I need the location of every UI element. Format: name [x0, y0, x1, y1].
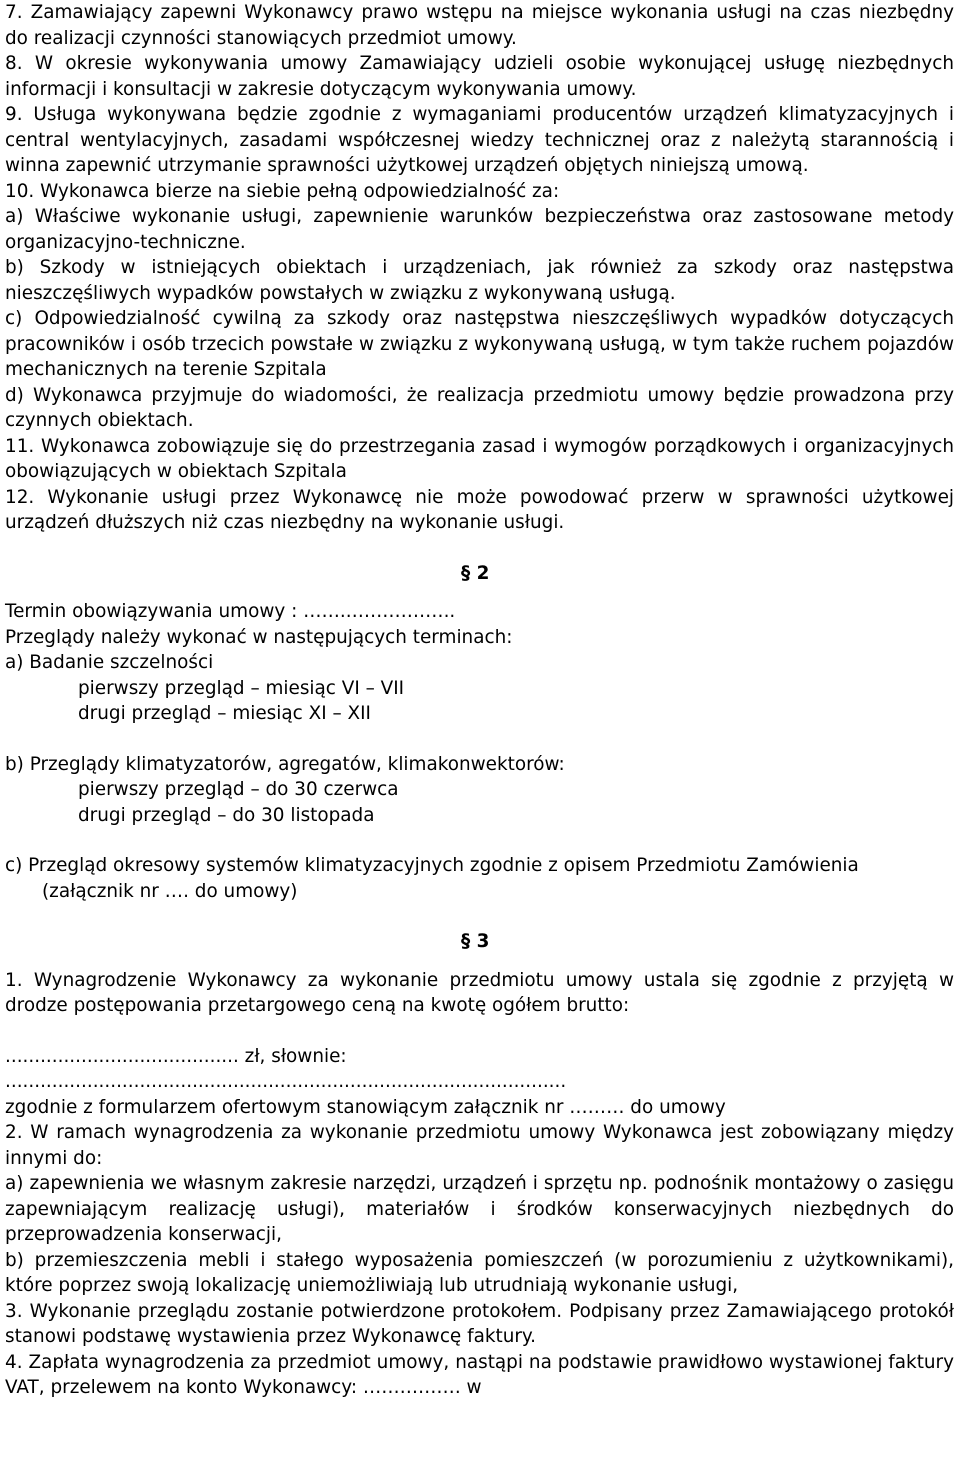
paragraph-7: 7. Zamawiający zapewni Wykonawcy prawo wstępu na miejsce wykonania usługi na czas niezbędny do realizacji czynności stanowiących przedmiot umowy. — [5, 2, 954, 49]
amount-line: ........................................ zł, słownie: — [5, 1045, 347, 1067]
inspection-b-title: b) Przeglądy klimatyzatorów, agregatów, klimakonwektorów: — [5, 753, 565, 775]
inspection-b-first: pierwszy przegląd – do 30 czerwca — [78, 779, 399, 800]
paragraph-8: 8. W okresie wykonywania umowy Zamawiający udzieli osobie wykonującej usługę niezbędnych informacji i konsultacji w zakresie dotyczącym wykonywania umowy. — [5, 53, 954, 100]
inspection-intro: Przeglądy należy wykonać w następujących terminach: — [5, 626, 513, 648]
paragraph-3-4: 4. Zapłata wynagrodzenia za przedmiot umowy, nastąpi na podstawie prawidłowo wystawionej faktury VAT, przelewem na konto Wykonawcy: ……………. w — [5, 1351, 954, 1398]
inspection-a-second: drugi przegląd – miesiąc XI – XII — [78, 703, 371, 724]
section-sign: § — [461, 562, 471, 584]
section-number: 2 — [476, 562, 490, 584]
section-sign: § — [461, 931, 471, 952]
paragraph-3-1: 1. Wynagrodzenie Wykonawcy za wykonanie przedmiotu umowy ustala się zgodnie z przyjętą w drodze postępowania przetargowego ceną na kwotę ogółem brutto: — [5, 969, 954, 1016]
spacer — [5, 904, 954, 929]
spacer — [5, 586, 954, 599]
section-number: 3 — [476, 931, 490, 952]
offer-form-line: zgodnie z formularzem ofertowym stanowiącym załącznik nr ……… do umowy — [5, 1096, 726, 1118]
section-2-heading — [5, 561, 954, 587]
paragraph-10: 10. Wykonawca bierze na siebie pełną odpowiedzialność za: — [5, 180, 560, 202]
section-3-heading — [5, 929, 954, 955]
spacer — [5, 955, 954, 968]
inspection-a-title: a) Badanie szczelności — [5, 652, 214, 673]
spacer — [5, 727, 954, 752]
paragraph-3-2b: b) przemieszczenia mebli i stałego wyposażenia pomieszczeń (w porozumieniu z użytkownikami), które poprzez swoją lokalizację uniemożliwiają lub utrudniają wykonanie usługi, — [5, 1249, 954, 1296]
inspection-b-second: drugi przegląd – do 30 listopada — [78, 804, 375, 826]
paragraph-10a: a) Właściwe wykonanie usługi, zapewnienie warunków bezpieczeństwa oraz zastosowane metody organizacyjno-techniczne. — [5, 206, 954, 253]
spacer — [5, 828, 954, 853]
paragraph-10d: d) Wykonawca przyjmuje do wiadomości, że realizacja przedmiotu umowy będzie prowadzona przy czynnych obiektach. — [5, 384, 954, 431]
paragraph-3-2a: a) zapewnienia we własnym zakresie narzędzi, urządzeń i sprzętu np. podnośnik montażowy o zasięgu zapewniającym realizację usługi), materiałów i środków konserwacyjnych niezbędnych do przeprowadzenia konserwacji, — [5, 1173, 954, 1245]
amount-words-line: ................................................................................................ — [5, 1071, 567, 1092]
paragraph-9: 9. Usługa wykonywana będzie zgodnie z wymaganiami producentów urządzeń klimatyzacyjnych i central wentylacyjnych, zasadami współczesnej wiedzy technicznej oraz z należytą starannością i winna zapewnić utrzymanie sprawności użytkowej urządzeń objętych niniejszą umową. — [5, 104, 954, 176]
paragraph-10c: c) Odpowiedzialność cywilną za szkody oraz następstwa nieszczęśliwych wypadków dotyczących pracowników i osób trzecich powstałe w związku z wykonywaną usługą, w tym także ruchem pojazdów mechanicznych na terenie Szpitala — [5, 308, 954, 380]
paragraph-10b: b) Szkody w istniejących obiektach i urządzeniach, jak również za szkody oraz następstwa nieszczęśliwych wypadków powstałych w związku z wykonywaną usługą. — [5, 257, 954, 304]
term-line: Termin obowiązywania umowy : ……..…………….. — [5, 601, 456, 622]
paragraph-12: 12. Wykonanie usługi przez Wykonawcę nie może powodować przerw w sprawności użytkowej urządzeń dłuższych niż czas niezbędny na wykonanie usługi. — [5, 486, 954, 533]
paragraph-3-2: 2. W ramach wynagrodzenia za wykonanie przedmiotu umowy Wykonawca jest zobowiązany między innymi do: — [5, 1122, 954, 1169]
spacer — [5, 536, 954, 561]
paragraph-3-3: 3. Wykonanie przeglądu zostanie potwierdzone protokołem. Podpisany przez Zamawiającego protokół stanowi podstawę wystawienia przez Wykonawcę faktury. — [5, 1300, 954, 1347]
inspection-c: c) Przegląd okresowy systemów klimatyzacyjnych zgodnie z opisem Przedmiotu Zamówienia (załącznik nr …. do umowy) — [5, 855, 859, 902]
paragraph-11: 11. Wykonawca zobowiązuje się do przestrzegania zasad i wymogów porządkowych i organizacyjnych obowiązujących w obiektach Szpitala — [5, 435, 954, 482]
inspection-a-first: pierwszy przegląd – miesiąc VI – VII — [78, 677, 405, 699]
spacer — [5, 1019, 954, 1044]
